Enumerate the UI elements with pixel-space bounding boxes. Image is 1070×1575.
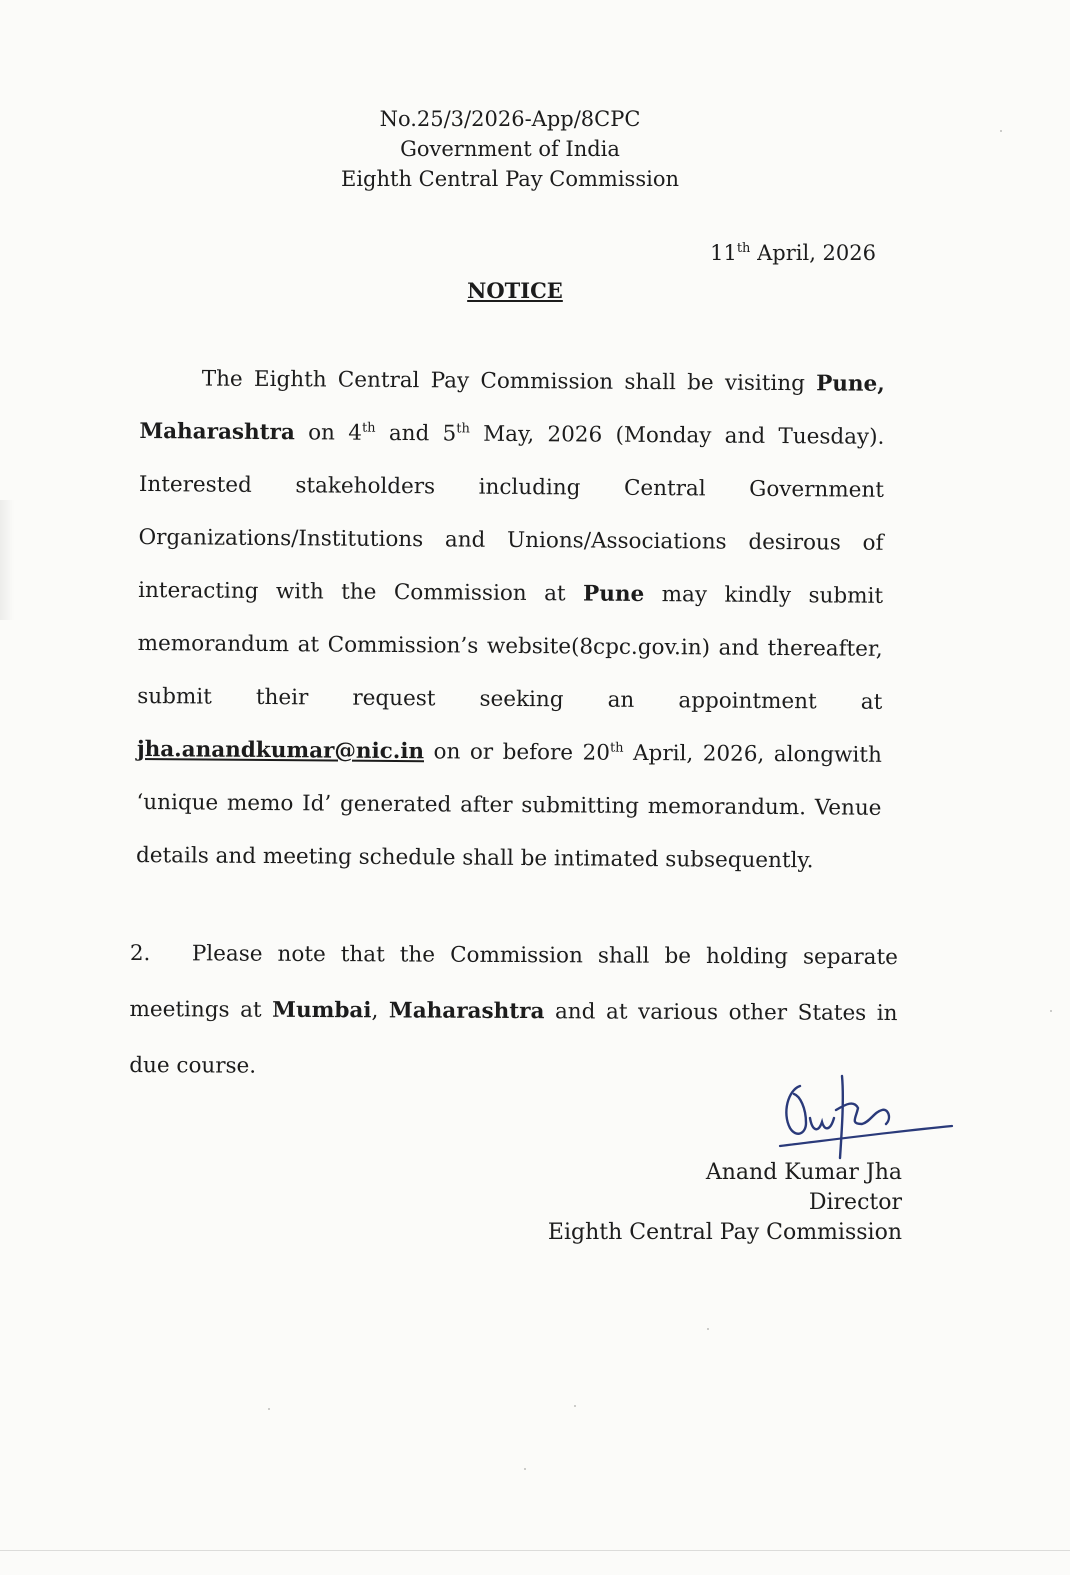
- speck: [1050, 1010, 1052, 1012]
- page-edge-shadow: [0, 500, 14, 620]
- p1-bold-location: Pune, Maharashtra: [139, 371, 885, 446]
- p1-sup-1: th: [361, 420, 376, 436]
- p1-text-5: may kindly submit memorandum at Commission’s website(8cpc.gov.in) and thereafter, submit their request seeking an appointment at: [137, 581, 884, 715]
- handwritten-signature: [770, 1068, 960, 1163]
- speck: [268, 1408, 270, 1410]
- letter-header: [300, 104, 720, 194]
- speck: [707, 1328, 709, 1330]
- government-line: Government of India: [400, 137, 620, 161]
- p2-text-1: Please note that the Commission shall be holding separate meetings at: [129, 941, 898, 1023]
- speck: [574, 1405, 576, 1407]
- p1-text-3: and 5: [375, 420, 457, 447]
- p2-text-3: and at various other States in due course.: [129, 999, 898, 1079]
- date-rest: April, 2026: [750, 241, 876, 265]
- signatory-name: Anand Kumar Jha: [705, 1160, 902, 1185]
- signatory-organization: Eighth Central Pay Commission: [547, 1220, 902, 1245]
- p1-bold-pune: Pune: [583, 581, 645, 607]
- commission-line: Eighth Central Pay Commission: [341, 167, 679, 191]
- p2-bold-mumbai: Mumbai: [272, 997, 372, 1024]
- paragraph-number: 2.: [129, 940, 151, 967]
- p2-bold-maharashtra: Maharashtra: [388, 998, 545, 1025]
- file-number: No.25/3/2026-App/8CPC: [379, 107, 641, 131]
- paragraph-1: [136, 352, 885, 888]
- date-day-suffix: th: [736, 241, 751, 256]
- p1-sup-3: th: [609, 740, 624, 756]
- speck: [1000, 130, 1002, 132]
- contact-email-link[interactable]: jha.anandkumar@nic.in: [136, 736, 425, 765]
- notice-title: NOTICE: [467, 278, 563, 303]
- p1-sup-2: th: [456, 421, 470, 437]
- p1-text-4: May, 2026 (Monday and Tuesday). Interested stakeholders including Central Government Organizations/Institutions and Unions/Associations desirous of interacting with the Commission at: [138, 421, 885, 607]
- p2-text-2: ,: [371, 998, 390, 1024]
- speck: [524, 1468, 526, 1470]
- date-day: 11: [710, 241, 737, 265]
- scan-bottom-edge: [0, 1550, 1070, 1551]
- signatory-block: [520, 1158, 902, 1248]
- signatory-designation: Director: [808, 1190, 902, 1215]
- notice-date: [700, 241, 876, 265]
- p1-text-6: on or before 20: [423, 739, 611, 766]
- p1-text-1: The Eighth Central Pay Commission shall be visiting: [201, 366, 817, 397]
- p1-text-2: on 4: [294, 420, 363, 446]
- p1-text-7: April, 2026, alongwith ‘unique memo Id’ generated after submitting memorandum. Venue details and meeting schedule shall be intimated subsequently.: [135, 740, 882, 874]
